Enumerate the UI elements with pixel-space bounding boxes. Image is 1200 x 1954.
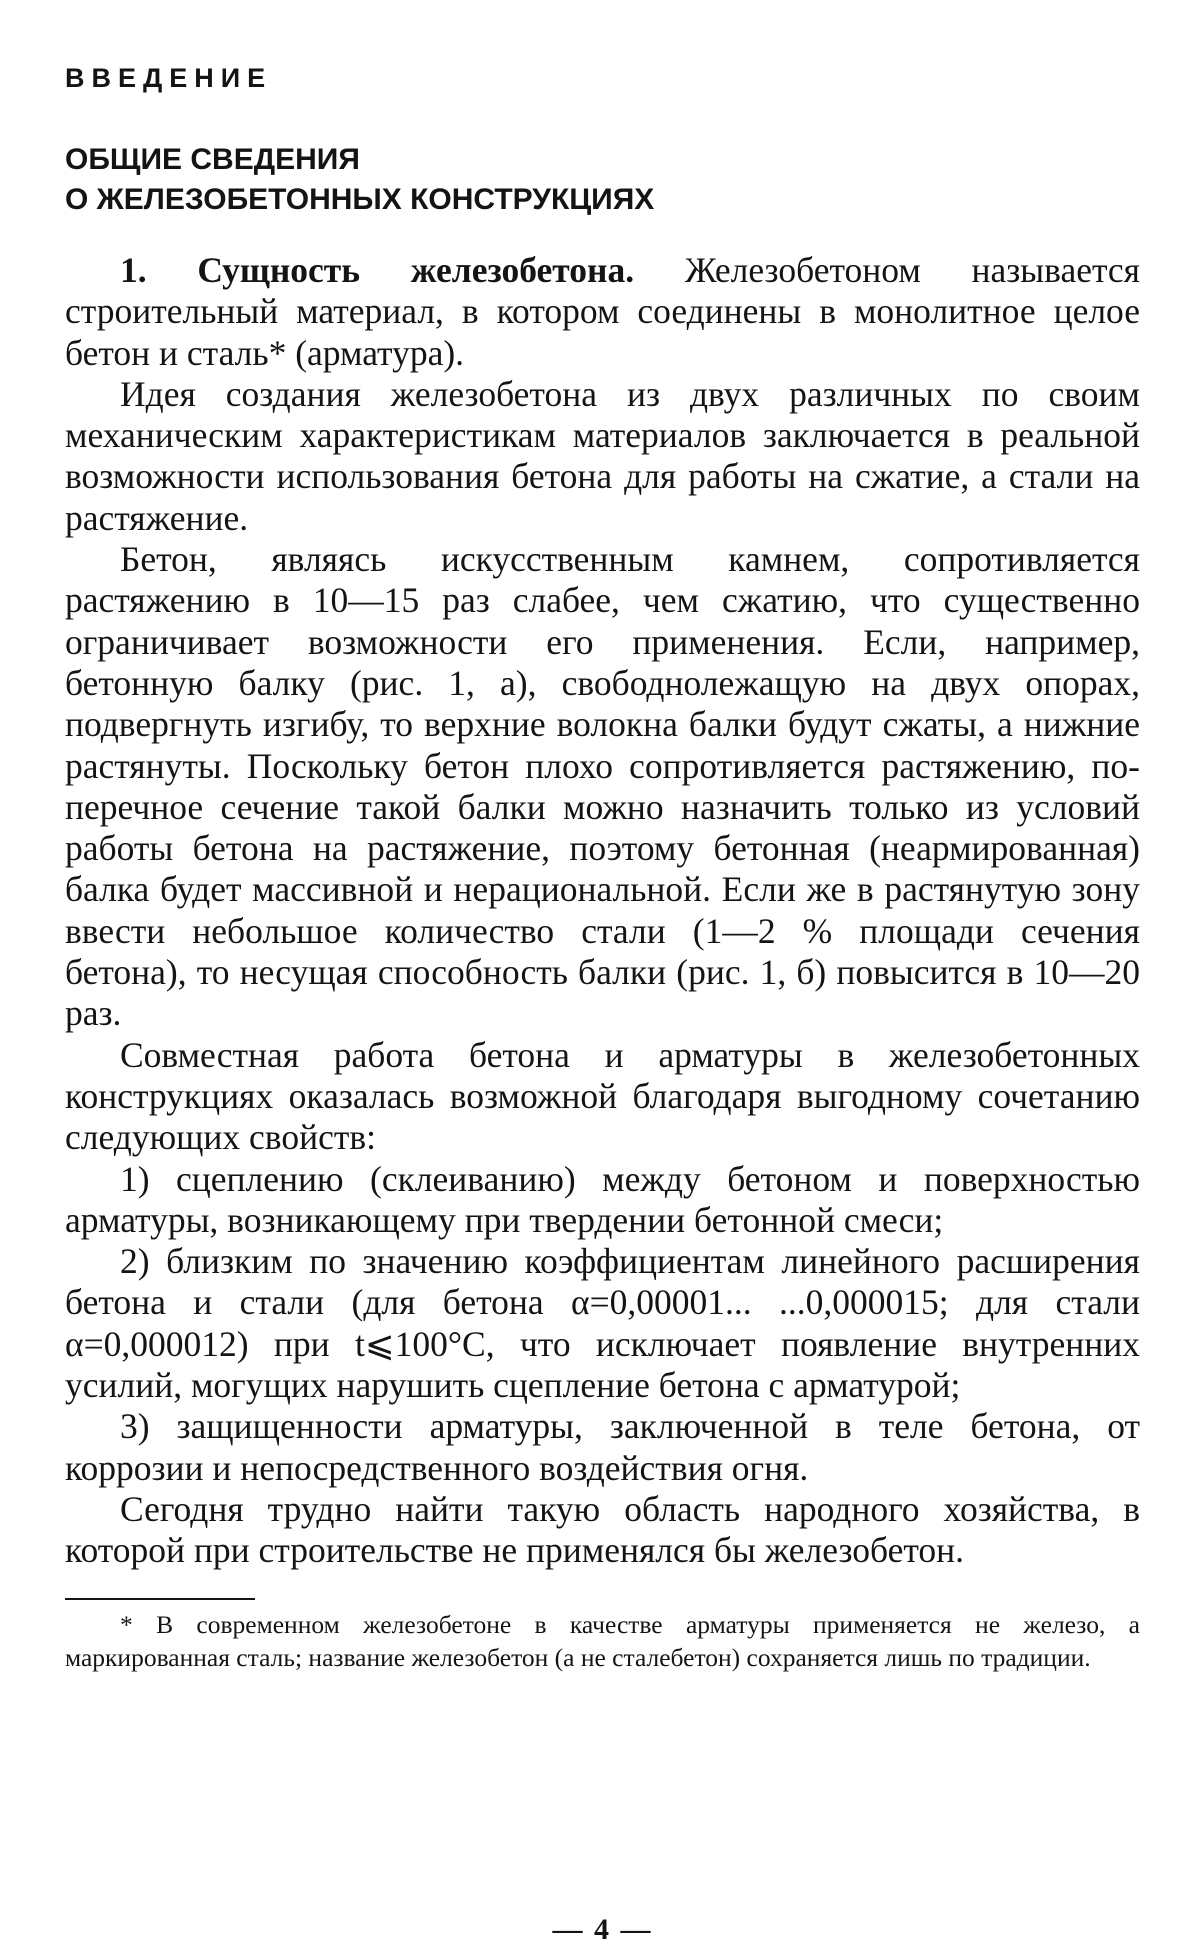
paragraph <box>65 374 1140 539</box>
chapter-title <box>65 140 1140 220</box>
paragraph-text: Железобетоном называется строительный материал, в котором соединены в монолитное целое бетон и сталь* (арматура). <box>65 250 1141 373</box>
paragraph-text: Идея создания железобетона из двух различных по своим механическим характеристикам материалов заключается в реальной возможности использования бетона для работы на сжатие, а стали на растяжение. <box>65 373 1140 538</box>
paragraph-text: Совместная работа бетона и арматуры в железобетонных конструкциях оказалась возможной благодаря выгодному сочетанию следующих свойств: <box>65 1034 1140 1158</box>
footnote: * В современном железобетоне в качестве арматуры применяется не железо, а маркированная сталь; название железобетон (а не сталебетон) сохраняется лишь по традиции. <box>65 1609 1140 1672</box>
paragraph-text: 1) сцеплению (склеиванию) между бетоном и поверхностью арматуры, возникающему при твердении бетонной смеси; <box>65 1158 1140 1240</box>
chapter-title-line-1: ОБЩИЕ СВЕДЕНИЯ <box>65 143 360 176</box>
paragraph <box>65 250 1140 374</box>
footnote-divider <box>65 1598 255 1600</box>
section-label: ВВЕДЕНИЕ <box>65 63 273 93</box>
paragraph-text: Сегодня трудно найти такую область народного хозяйства, в которой при строительстве не применялся бы железобетон. <box>65 1488 1140 1571</box>
paragraph-text: 3) защищенности арматуры, заключенной в теле бетона, от коррозии и непосредственного воздействия огня. <box>65 1406 1140 1488</box>
paragraph <box>65 1035 1140 1159</box>
list-item <box>65 1159 1140 1242</box>
page <box>65 50 1141 1946</box>
paragraph-text: Бетон, являясь искусственным камнем, сопротивляется растяжению в 10—15 раз слабее, чем сжатию, что существенно ограничивает возможности его применения. Если, например, бетонную балку (рис. 1, а), свободнолежащую на двух опорах, подвергнуть изгибу, то верхние волокна балки будут сжаты, а нижние растянуты. Поскольку бетон плохо сопротивляется растяжению, поперечное сечение такой балки можно назначить только из условий работы бетона на растяжение, поэтому бетонная (неармированная) балка будет массивной и нерациональной. Если же в растянутую зону ввести небольшое количество стали (1—2 % площади сечения бетона), то несущая способность балки (рис. 1, б) повысится в 10—20 раз. <box>65 539 1140 1034</box>
paragraph <box>65 539 1140 1035</box>
paragraph-lead: 1. Сущность железобетона. <box>120 250 635 290</box>
paragraph-text: 2) близким по значению коэффициентам линейного расширения бетона и стали (для бетона α=0,00001... ...0,000015; для стали α=0,000012) при t⩽100°С, что исключает появление внутренних усилий, могущих нарушить сцепление бетона с арматурой; <box>65 1241 1140 1406</box>
page-number: — 4 — <box>552 1913 653 1946</box>
list-item <box>65 1241 1140 1406</box>
paragraph <box>65 1489 1140 1572</box>
chapter-title-line-2: О ЖЕЛЕЗОБЕТОННЫХ КОНСТРУКЦИЯХ <box>65 183 655 216</box>
list-item <box>65 1406 1140 1489</box>
body-text <box>65 250 1140 1572</box>
